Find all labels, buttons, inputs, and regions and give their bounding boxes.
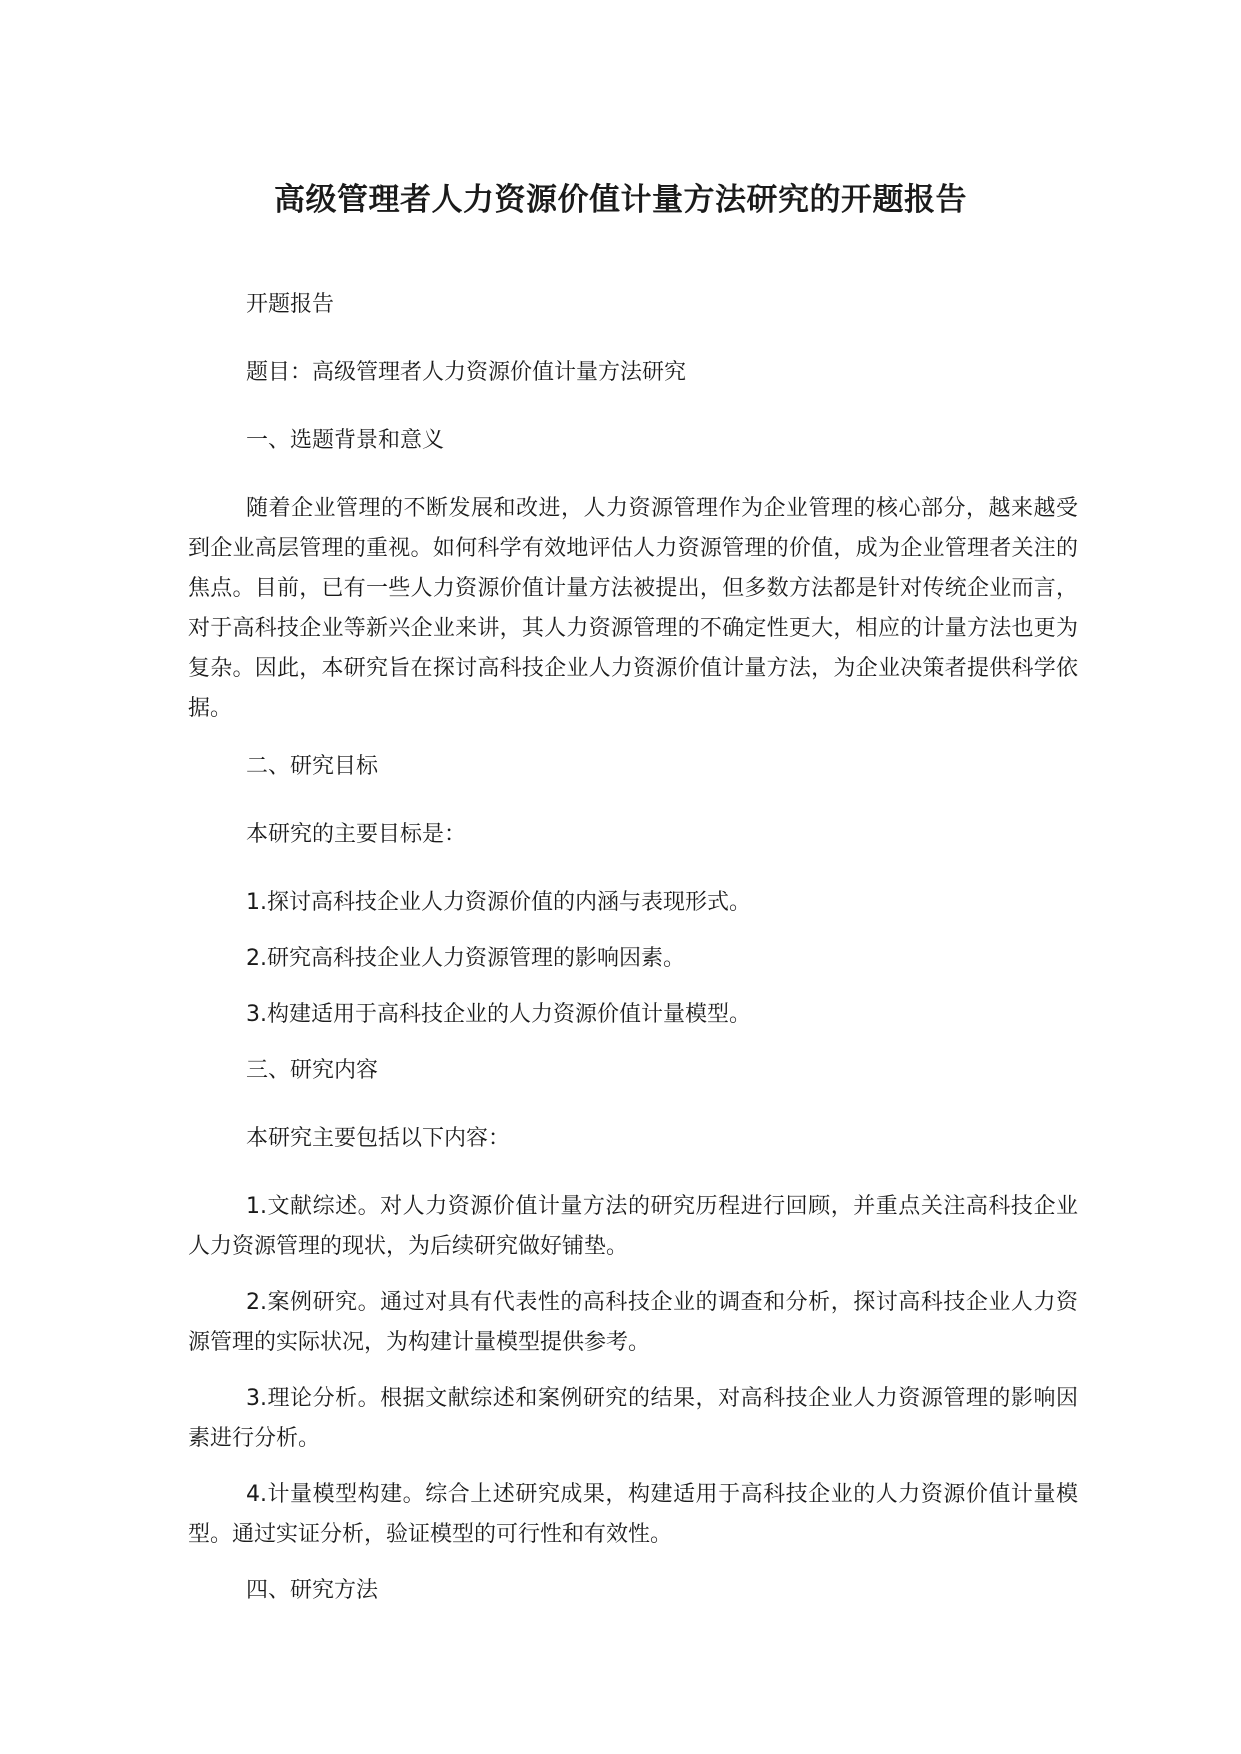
document-body	[188, 285, 1078, 1639]
section-heading-goals: 二、研究目标	[246, 754, 379, 779]
goal-item: 1.探讨高科技企业人力资源价值的内涵与表现形式。	[246, 890, 751, 915]
section-heading-methods: 四、研究方法	[246, 1578, 379, 1603]
content-item: 2.案例研究。通过对具有代表性的高科技企业的调查和分析，探讨高科技企业人力资源管理的实际状况，为构建计量模型提供参考。	[188, 1290, 1078, 1355]
content-item: 4.计量模型构建。综合上述研究成果，构建适用于高科技企业的人力资源价值计量模型。通过实证分析，验证模型的可行性和有效性。	[188, 1482, 1078, 1547]
background-paragraph: 随着企业管理的不断发展和改进，人力资源管理作为企业管理的核心部分，越来越受到企业高层管理的重视。如何科学有效地评估人力资源管理的价值，成为企业管理者关注的焦点。目前，已有一些人力资源价值计量方法被提出，但多数方法都是针对传统企业而言，对于高科技企业等新兴企业来讲，其人力资源管理的不确定性更大，相应的计量方法也更为复杂。因此，本研究旨在探讨高科技企业人力资源价值计量方法，为企业决策者提供科学依据。	[188, 496, 1078, 721]
section-heading-content: 三、研究内容	[246, 1058, 379, 1083]
section-heading-background: 一、选题背景和意义	[246, 428, 445, 453]
content-item: 3.理论分析。根据文献综述和案例研究的结果，对高科技企业人力资源管理的影响因素进行分析。	[188, 1386, 1078, 1451]
content-intro: 本研究主要包括以下内容：	[246, 1126, 511, 1151]
goals-intro: 本研究的主要目标是：	[246, 822, 467, 847]
content-item: 1.文献综述。对人力资源价值计量方法的研究历程进行回顾，并重点关注高科技企业人力资源管理的现状，为后续研究做好铺垫。	[188, 1194, 1078, 1259]
topic-line: 题目：高级管理者人力资源价值计量方法研究	[246, 360, 687, 385]
report-heading: 开题报告	[246, 292, 335, 317]
goal-item: 2.研究高科技企业人力资源管理的影响因素。	[246, 946, 685, 971]
document-title: 高级管理者人力资源价值计量方法研究的开题报告	[274, 182, 967, 218]
goal-item: 3.构建适用于高科技企业的人力资源价值计量模型。	[246, 1002, 751, 1027]
